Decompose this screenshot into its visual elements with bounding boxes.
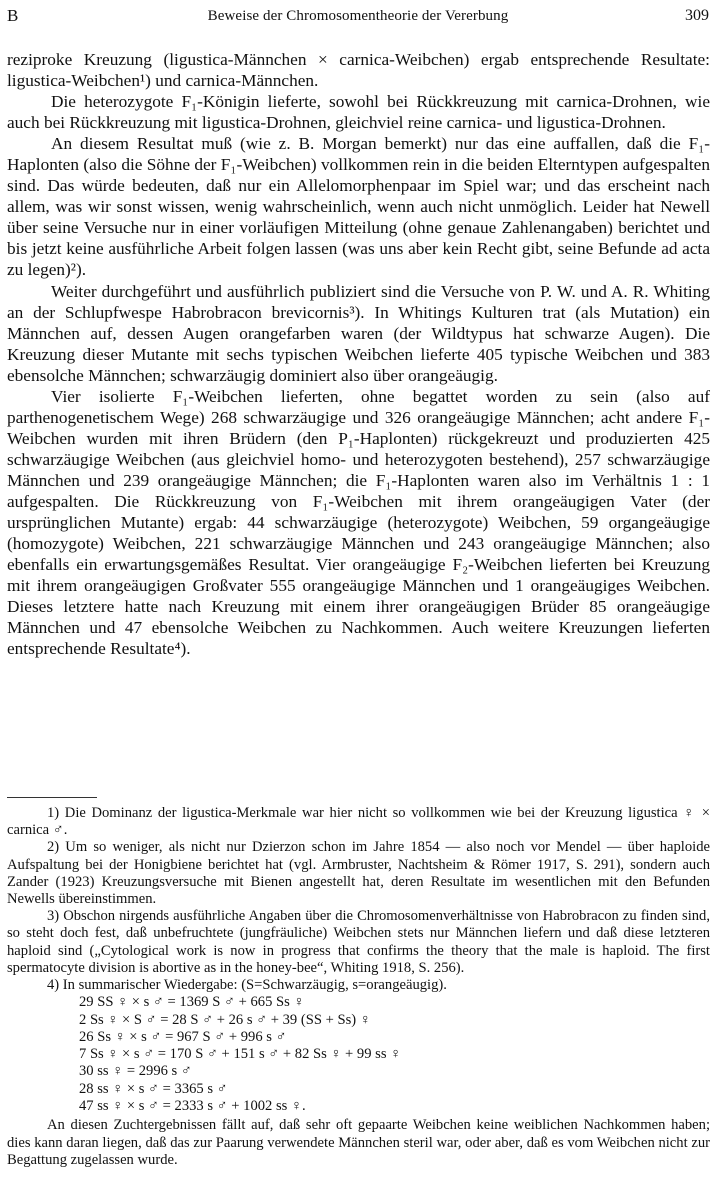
footnote-1: 1) Die Dominanz der ligustica-Merkmale war hier nicht so vollkommen wie bei der Kreuzung ligustica ♀ × carnica ♂. xyxy=(7,805,710,839)
header-letter: B xyxy=(7,6,19,25)
footnote-4: 4) In summarischer Wiedergabe: (S=Schwarzäugig, s=orangeäugig). xyxy=(47,977,447,994)
footnote-divider xyxy=(7,797,97,798)
paragraph-2: Die heterozygote F₁-Königin lieferte, sowohl bei Rückkreuzung mit carnica-Drohnen, wie auch bei Rückkreuzung mit ligustica-Drohnen, gleichviel reine carnica- und ligustica-Drohnen. xyxy=(7,92,710,133)
page-number: 309 xyxy=(685,7,709,24)
running-header xyxy=(7,4,709,28)
cross-row: 30 ss ♀ = 2996 s ♂ xyxy=(79,1063,192,1080)
footnote-2: 2) Um so weniger, als nicht nur Dzierzon schon im Jahre 1854 — also noch vor Mendel — über haploide Aufspaltung bei der Honigbiene berichtet hat (vgl. Armbruster, Nachtsheim & Römer 1917, S. 291), sondern auch Zander (1923) Kreuzungsversuche mit Bienen angestellt hat, deren Resultate im wesentlichen mit den Befunden Newells übereinstimmen. xyxy=(7,839,710,908)
cross-row: 26 Ss ♀ × s ♂ = 967 S ♂ + 996 s ♂ xyxy=(79,1028,287,1045)
body-text xyxy=(7,49,710,659)
cross-row: 29 SS ♀ × s ♂ = 1369 S ♂ + 665 Ss ♀ xyxy=(79,994,305,1011)
paragraph-1: reziproke Kreuzung (ligustica-Männchen × carnica-Weibchen) ergab entsprechende Resultate: ligustica-Weibchen¹) und carnica-Männchen. xyxy=(7,50,710,91)
header-title: Beweise der Chromosomentheorie der Vererbung xyxy=(207,8,509,24)
footnotes xyxy=(7,805,710,1169)
cross-row: 47 ss ♀ × s ♂ = 2333 s ♂ + 1002 ss ♀. xyxy=(79,1098,306,1115)
crosses-summary xyxy=(79,994,710,1115)
paragraph-4: Weiter durchgeführt und ausführlich publiziert sind die Versuche von P. W. und A. R. Whiting an der Schlupfwespe Habrobracon brevicornis³). In Whitings Kulturen trat (als Mutation) ein Männchen auf, dessen Augen orangefarben waren (der Wildtypus hat schwarze Augen). Die Kreuzung dieser Mutante mit sechs typischen Weibchen lieferte 405 typische Weibchen und 383 ebensolche Männchen; schwarzäugig dominiert also über orangeäugig. xyxy=(7,281,710,385)
cross-row: 28 ss ♀ × s ♂ = 3365 s ♂ xyxy=(79,1080,228,1097)
footnote-3: 3) Obschon nirgends ausführliche Angaben über die Chromosomenverhältnisse von Habrobracon zu finden sind, so steht doch fest, daß unbefruchtete (jungfräuliche) Weibchen stets nur Männchen liefern und daß diese letzteren haploid sind („Cytological work is now in progress that confirms the theory that the male is haploid. The first spermatocyte division is abortive as in the honey-bee“, Whiting 1918, S. 256). xyxy=(7,908,710,976)
cross-row: 2 Ss ♀ × S ♂ = 28 S ♂ + 26 s ♂ + 39 (SS + Ss) ♀ xyxy=(79,1011,371,1028)
closing-remark: An diesen Zuchtergebnissen fällt auf, daß sehr oft gepaarte Weibchen keine weiblichen Nachkommen haben; dies kann daran liegen, daß das zur Paarung verwendete Männchen steril war, oder aber, daß es vom Weibchen nicht zur Begattung zugelassen wurde. xyxy=(7,1117,710,1168)
paragraph-5: Vier isolierte F₁-Weibchen lieferten, ohne begattet worden zu sein (also auf parthenogenetischem Wege) 268 schwarzäugige und 326 orangeäugige Männchen; acht andere F₁-Weibchen wurden mit ihren Brüdern (den P₁-Haplonten) rückgekreuzt und produzierten 425 schwarzäugige Weibchen (aus gleichviel homo- und heterozygoten bestehend), 257 schwarzäugige Männchen und 239 orangeäugige Männchen; die F₁-Haplonten waren also im Verhältnis 1 : 1 aufgespalten. Die Rückkreuzung von F₁-Weibchen mit ihrem orangeäugigen Vater (der ursprünglichen Mutante) ergab: 44 schwarzäugige (heterozygote) Weibchen, 59 organgeäugige (homozygote) Weibchen, 221 schwarzäugige Männchen und 243 orangeäugige Männchen; also ebenfalls ein erwartungsgemäßes Resultat. Vier orangeäugige F₂-Weibchen lieferten bei Kreuzung mit ihrem orangeäugigen Großvater 555 orangeäugige Männchen und 1 orangeäugiges Weibchen. Dieses letztere hatte nach Kreuzung mit einem ihrer orangeäugigen Brüder 85 orangeäugige Männchen und 47 ebensolche Weibchen zu Nachkommen. Auch weitere Kreuzungen lieferten entsprechende Resultate⁴). xyxy=(7,386,710,659)
paragraph-3: An diesem Resultat muß (wie z. B. Morgan bemerkt) nur das eine auffallen, daß die F₁-Haplonten (also die Söhne der F₁-Weibchen) vollkommen rein in die beiden Elterntypen aufgespalten sind. Das würde bedeuten, daß nur ein Allelomorphenpaar im Spiel war; und das erscheint nach allem, was wir sonst wissen, wenig wahrscheinlich, wenn auch nicht unmöglich. Leider hat Newell über seine Versuche nur in einer vorläufigen Mitteilung (ohne genaue Zahlenangaben) berichtet und bis jetzt keine ausführliche Arbeit folgen lassen (was uns aber kein Recht gibt, seine Befunde ad acta zu legen)²). xyxy=(7,134,710,280)
cross-row: 7 Ss ♀ × s ♂ = 170 S ♂ + 151 s ♂ + 82 Ss ♀ + 99 ss ♀ xyxy=(79,1046,402,1063)
